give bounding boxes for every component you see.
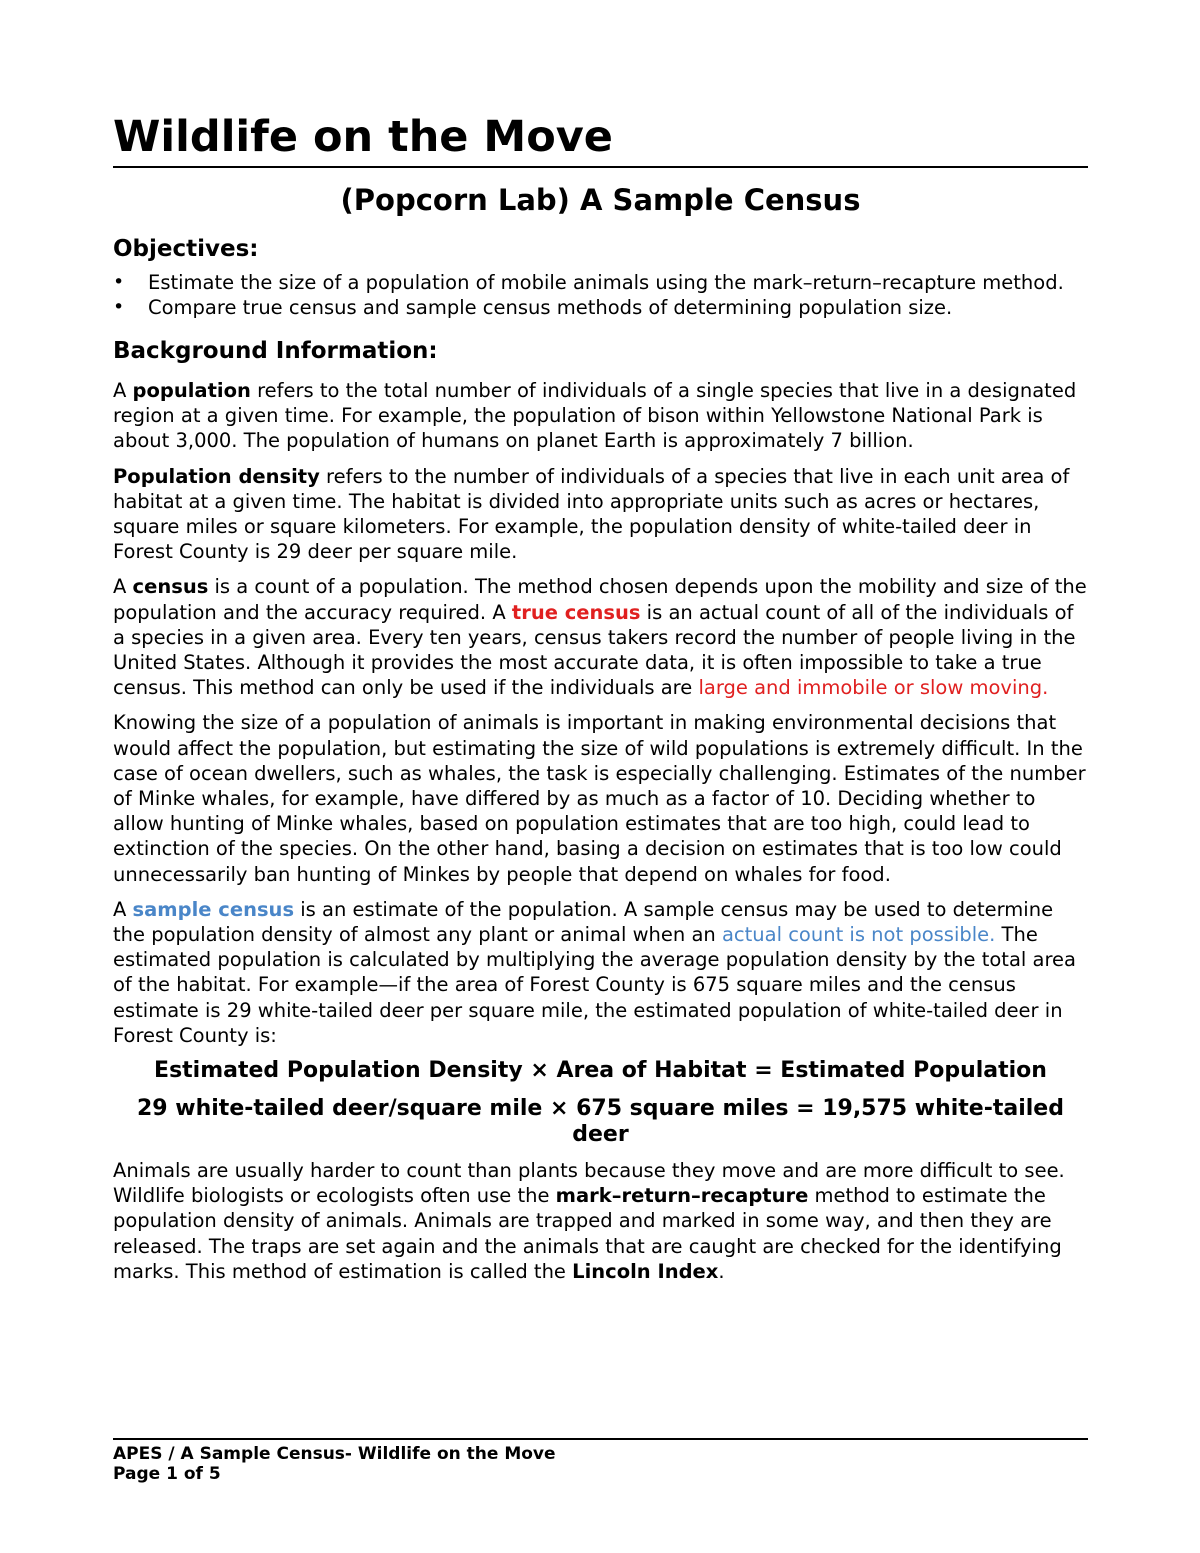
bullet-icon: •: [113, 271, 125, 293]
text-run: refers to the number of individuals of a species that live in each unit area of habitat at a given time. The habitat is divided into appropriate units such as acres or hectares, square miles or square kilometers. For example, the population density of white-tailed deer in Forest County is 29 deer per square mile.: [113, 464, 1070, 564]
importance-paragraph: Knowing the size of a population of animals is important in making environmental decisions that would affect the population, but estimating the size of wild populations is extremely difficult. In the case of ocean dwellers, such as whales, the task is especially challenging. Estimates of the number of Minke whales, for example, have differed by as much as a factor of 10. Deciding whether to allow hunting of Minke whales, based on population estimates that are too high, could lead to extinction of the species. On the other hand, basing a decision on estimates that is too low could unnecessarily ban hunting of Minkes by people that depend on whales for food.: [113, 711, 1086, 886]
term-true-census: true census: [511, 600, 641, 624]
term-population: population: [132, 379, 251, 402]
term-sample-census: sample census: [132, 897, 295, 921]
background-heading: Background Information:: [113, 338, 438, 364]
objective-item: [113, 295, 1088, 320]
sample-census-paragraph: [113, 897, 1088, 1048]
objectives-list: [113, 270, 1088, 320]
text-run: The estimated population is calculated by multiplying the average population density by the total area of the habitat. For example—if the area of Forest County is 675 square miles and the census estimate is 29 white-tailed deer per square mile, the estimated population of white-tailed deer in Forest County is:: [113, 923, 1076, 1047]
term-census: census: [132, 575, 209, 599]
text-run: is an actual count of all of the individuals of a species in a given area. Every ten years, census takers record the number of people living in the United States. Although it provides the most accurate data, it is often impossible to take a true census. This method can only be used if the individuals are: [113, 600, 1076, 700]
population-density-paragraph: [113, 464, 1088, 565]
text-run: method to estimate the population density of animals. Animals are trapped and marked in some way, and then they are released. The traps are set again and the animals that are caught are checked for the identifying marks. This method of estimation is called the: [113, 1184, 1062, 1283]
document-subtitle: (Popcorn Lab) A Sample Census: [340, 183, 861, 217]
highlight-actual-count: actual count is not possible.: [721, 923, 996, 947]
page-content: [113, 108, 1088, 1284]
text-run: .: [718, 1259, 725, 1283]
text-run: is a count of a population. The method chosen depends upon the mobility and size of the population and the accuracy required. A: [113, 575, 1087, 624]
objectives-heading: Objectives:: [113, 236, 259, 262]
census-paragraph: [113, 574, 1088, 700]
mark-recapture-paragraph: [113, 1158, 1088, 1284]
term-mark-return-recapture: mark–return–recapture: [555, 1184, 809, 1208]
term-population-density: Population density: [113, 464, 320, 488]
text-run: Animals are usually harder to count than plants because they move and are more difficult to see. Wildlife biologists or ecologists often use the: [113, 1159, 1065, 1208]
objective-text: Compare true census and sample census methods of determining population size.: [148, 296, 953, 319]
footer-course-title: APES / A Sample Census- Wildlife on the Move: [113, 1444, 556, 1464]
page-footer: [113, 1438, 1088, 1484]
equation-general: Estimated Population Density × Area of Habitat = Estimated Population: [154, 1058, 1047, 1084]
equation-example: 29 white-tailed deer/square mile × 675 square miles = 19,575 white-tailed deer: [137, 1096, 1064, 1148]
population-paragraph: [113, 378, 1088, 454]
text-run: A: [113, 575, 133, 599]
term-lincoln-index: Lincoln Index: [572, 1259, 719, 1283]
objective-item: [113, 270, 1088, 295]
objective-text: Estimate the size of a population of mobile animals using the mark–return–recapture method.: [148, 271, 1064, 294]
title-rule: [113, 166, 1088, 168]
footer-page-number: Page 1 of 5: [113, 1464, 221, 1484]
bullet-icon: •: [113, 296, 125, 318]
footer-rule: [113, 1438, 1088, 1440]
text-run: A: [113, 897, 133, 921]
text-run: refers to the total number of individuals of a single species that live in a designated region at a given time. For example, the population of bison within Yellowstone National Park is about 3,000. The population of humans on planet Earth is approximately 7 billion.: [113, 379, 1077, 453]
document-title: Wildlife on the Move: [113, 112, 613, 162]
text-run: is an estimate of the population. A sample census may be used to determine the population density of almost any plant or animal when an: [113, 897, 1054, 947]
highlight-large-immobile: large and immobile or slow moving.: [698, 676, 1049, 700]
text-run: A: [113, 379, 133, 402]
